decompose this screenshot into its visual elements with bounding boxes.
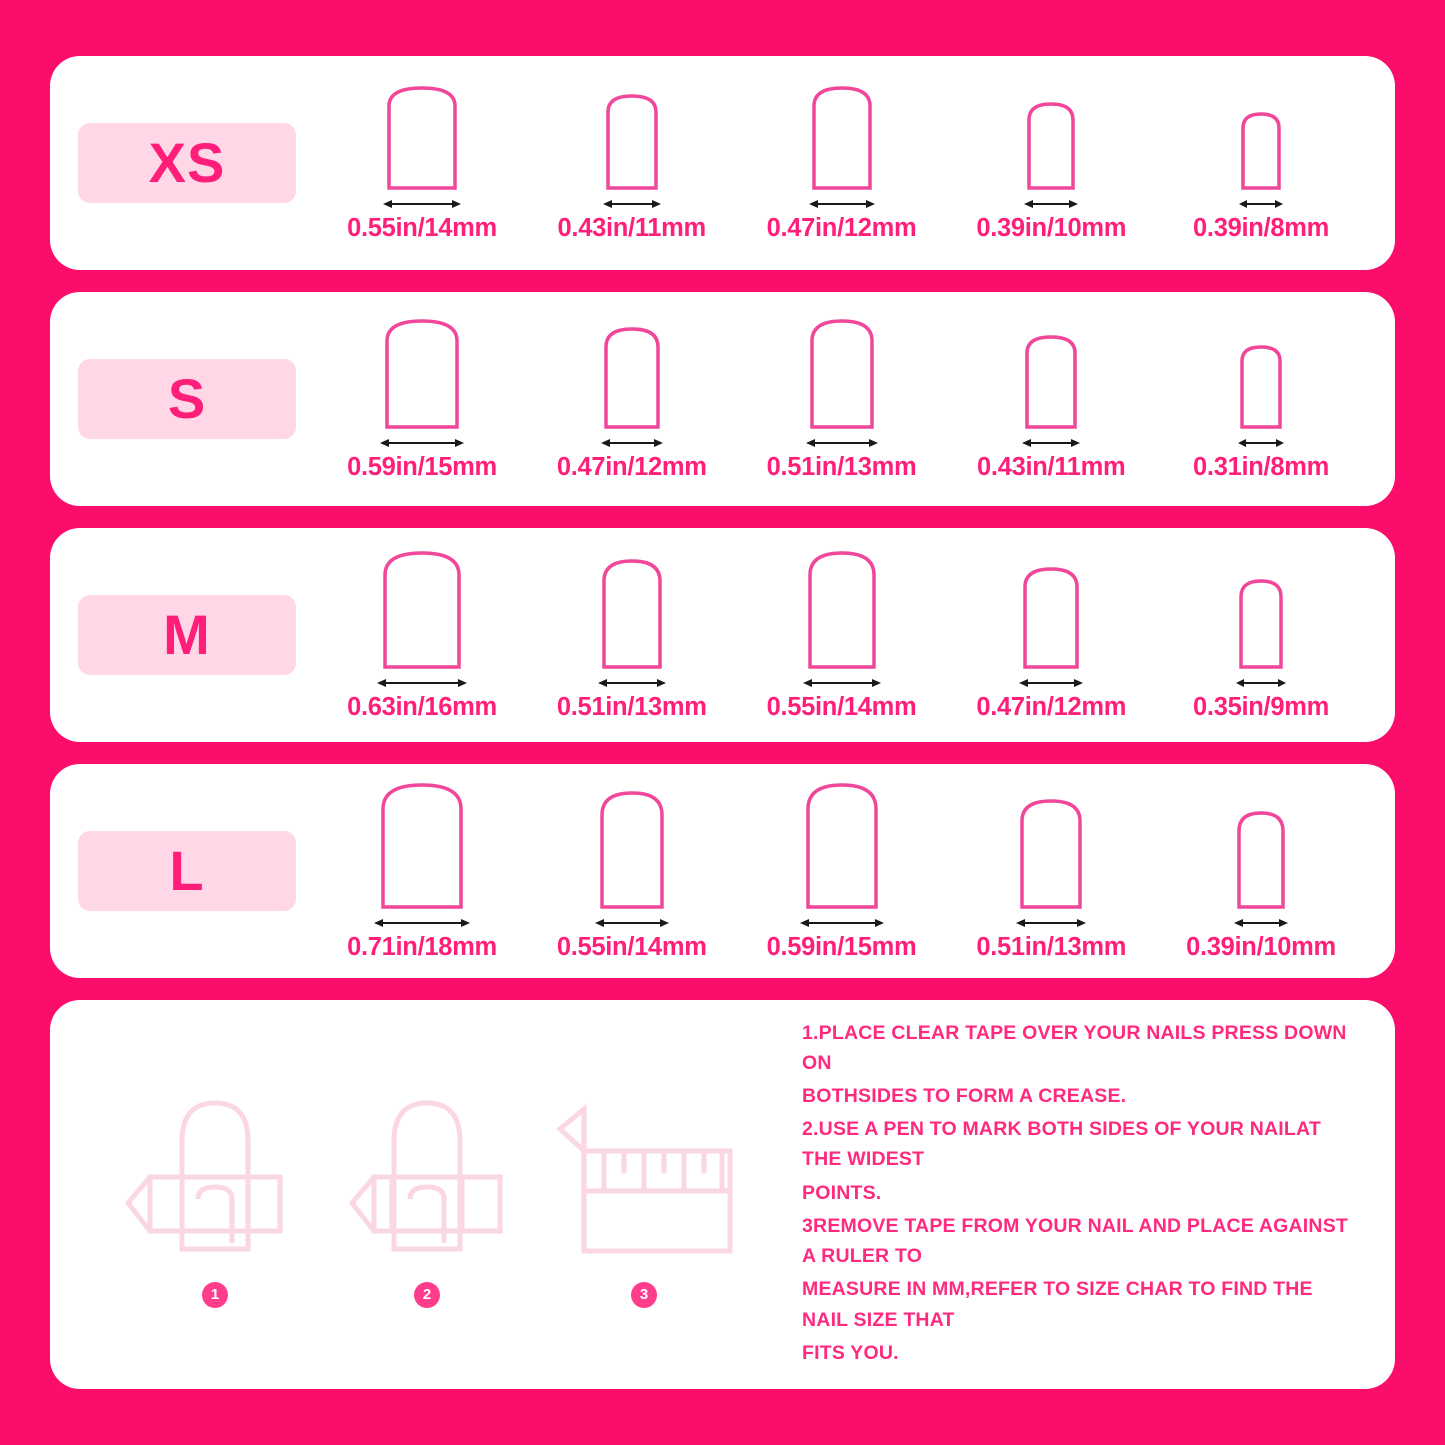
width-arrow-icon <box>372 915 472 931</box>
ruler-measure-icon <box>544 1081 744 1276</box>
nail-cell <box>318 315 526 482</box>
nail-measurement: 0.43in/11mm <box>557 214 706 243</box>
nail-measurement: 0.35in/9mm <box>1193 693 1329 722</box>
size-badge-m <box>78 595 296 675</box>
instruction-line: 2.USE A PEN TO MARK BOTH SIDES OF YOUR NAILAT THE WIDEST <box>802 1118 1321 1171</box>
step-3 <box>544 1081 744 1308</box>
size-label: S <box>167 366 207 430</box>
nail-shape-icon <box>375 547 469 673</box>
nail-group-xs <box>296 82 1369 243</box>
instruction-line: MEASURE IN MM,REFER TO SIZE CHAR TO FIND THE NAIL SIZE THAT <box>802 1278 1313 1331</box>
nail-cell <box>738 779 946 962</box>
width-arrow-icon <box>798 915 886 931</box>
size-badge-xs <box>78 123 296 203</box>
nail-cell <box>738 315 946 482</box>
nail-cell <box>528 323 736 482</box>
nail-measurement: 0.71in/18mm <box>347 933 497 962</box>
size-row-s <box>50 292 1395 506</box>
step-number: 3 <box>631 1282 657 1308</box>
nail-shape-icon <box>804 315 880 433</box>
width-arrow-icon <box>1237 196 1285 212</box>
nail-shape-icon <box>381 82 463 194</box>
step-2 <box>332 1081 522 1308</box>
instruction-line: BOTHSIDES TO FORM A CREASE. <box>802 1085 1127 1107</box>
width-arrow-icon <box>804 435 880 451</box>
nail-measurement: 0.31in/8mm <box>1193 453 1329 482</box>
nail-shape-icon <box>1020 331 1082 433</box>
nail-shape-icon <box>593 787 671 913</box>
instruction-line: POINTS. <box>802 1181 882 1204</box>
step-1 <box>120 1081 310 1308</box>
nail-measurement: 0.51in/13mm <box>556 693 707 722</box>
nail-shape-icon <box>1232 807 1290 913</box>
nail-shape-icon <box>599 323 665 433</box>
nail-cell <box>1157 575 1365 722</box>
nail-shape-icon <box>378 315 466 433</box>
nail-shape-icon <box>1022 98 1080 194</box>
nail-shape-icon <box>1014 795 1088 913</box>
nail-cell <box>318 779 526 962</box>
step-number: 1 <box>202 1282 228 1308</box>
nail-measurement: 0.63in/16mm <box>347 693 497 722</box>
size-row-xs <box>50 56 1395 270</box>
size-row-l <box>50 764 1395 978</box>
mark-sides-icon <box>332 1081 522 1276</box>
nail-measurement: 0.51in/13mm <box>976 933 1127 962</box>
nail-measurement: 0.55in/14mm <box>347 214 497 243</box>
nail-shape-icon <box>1017 563 1085 673</box>
nail-group-m <box>296 547 1369 722</box>
nail-cell <box>1157 341 1365 482</box>
width-arrow-icon <box>599 435 665 451</box>
instructions-text <box>774 1018 1365 1371</box>
nail-cell <box>528 555 736 722</box>
nail-measurement: 0.39in/8mm <box>1193 214 1329 243</box>
nail-measurement: 0.55in/14mm <box>766 693 917 722</box>
nail-cell <box>947 331 1155 482</box>
width-arrow-icon <box>1014 915 1088 931</box>
width-arrow-icon <box>1017 675 1085 691</box>
nail-measurement: 0.47in/12mm <box>766 214 917 243</box>
nail-measurement: 0.59in/15mm <box>347 453 497 482</box>
steps-illustrations <box>80 1081 774 1308</box>
nail-group-l <box>296 779 1369 962</box>
step-number: 2 <box>414 1282 440 1308</box>
width-arrow-icon <box>1022 196 1080 212</box>
width-arrow-icon <box>596 675 668 691</box>
size-badge-s <box>78 359 296 439</box>
nail-group-s <box>296 315 1369 482</box>
nail-shape-icon <box>1234 575 1288 673</box>
nail-cell <box>947 563 1155 722</box>
how-to-measure-card <box>50 1000 1395 1389</box>
nail-shape-icon <box>807 82 877 194</box>
width-arrow-icon <box>381 196 463 212</box>
instruction-line: FITS YOU. <box>802 1341 899 1364</box>
nail-measurement: 0.43in/11mm <box>977 453 1126 482</box>
nail-shape-icon <box>798 779 886 913</box>
nail-measurement: 0.55in/14mm <box>556 933 707 962</box>
nail-measurement: 0.47in/12mm <box>556 453 707 482</box>
width-arrow-icon <box>601 196 663 212</box>
nail-cell <box>1157 807 1365 962</box>
width-arrow-icon <box>378 435 466 451</box>
tape-over-nail-icon <box>120 1081 310 1276</box>
size-label: M <box>163 602 211 666</box>
nail-shape-icon <box>1236 341 1286 433</box>
nail-measurement: 0.59in/15mm <box>766 933 917 962</box>
nail-cell <box>738 82 946 243</box>
width-arrow-icon <box>1236 435 1286 451</box>
width-arrow-icon <box>801 675 883 691</box>
nail-shape-icon <box>596 555 668 673</box>
width-arrow-icon <box>1232 915 1290 931</box>
nail-measurement: 0.39in/10mm <box>1186 933 1336 962</box>
nail-measurement: 0.47in/12mm <box>976 693 1127 722</box>
nail-measurement: 0.51in/13mm <box>766 453 917 482</box>
instruction-line: 1.PLACE CLEAR TAPE OVER YOUR NAILS PRESS DOWN ON <box>802 1021 1347 1074</box>
nail-measurement: 0.39in/10mm <box>976 214 1127 243</box>
size-row-m <box>50 528 1395 742</box>
nail-cell <box>318 82 526 243</box>
nail-shape-icon <box>601 90 663 194</box>
nail-cell <box>738 547 946 722</box>
nail-cell <box>947 98 1155 243</box>
nail-cell <box>318 547 526 722</box>
nail-cell <box>1157 108 1365 243</box>
width-arrow-icon <box>375 675 469 691</box>
width-arrow-icon <box>1020 435 1082 451</box>
nail-shape-icon <box>1237 108 1285 194</box>
nail-cell <box>947 795 1155 962</box>
nail-cell <box>528 787 736 962</box>
width-arrow-icon <box>593 915 671 931</box>
size-badge-l <box>78 831 296 911</box>
size-label: XS <box>148 130 226 194</box>
instruction-line: 3REMOVE TAPE FROM YOUR NAIL AND PLACE AGAINST A RULER TO <box>802 1214 1349 1268</box>
size-label: L <box>169 838 205 902</box>
nail-shape-icon <box>801 547 883 673</box>
width-arrow-icon <box>1234 675 1288 691</box>
nail-shape-icon <box>372 779 472 913</box>
width-arrow-icon <box>807 196 877 212</box>
nail-cell <box>528 90 736 243</box>
